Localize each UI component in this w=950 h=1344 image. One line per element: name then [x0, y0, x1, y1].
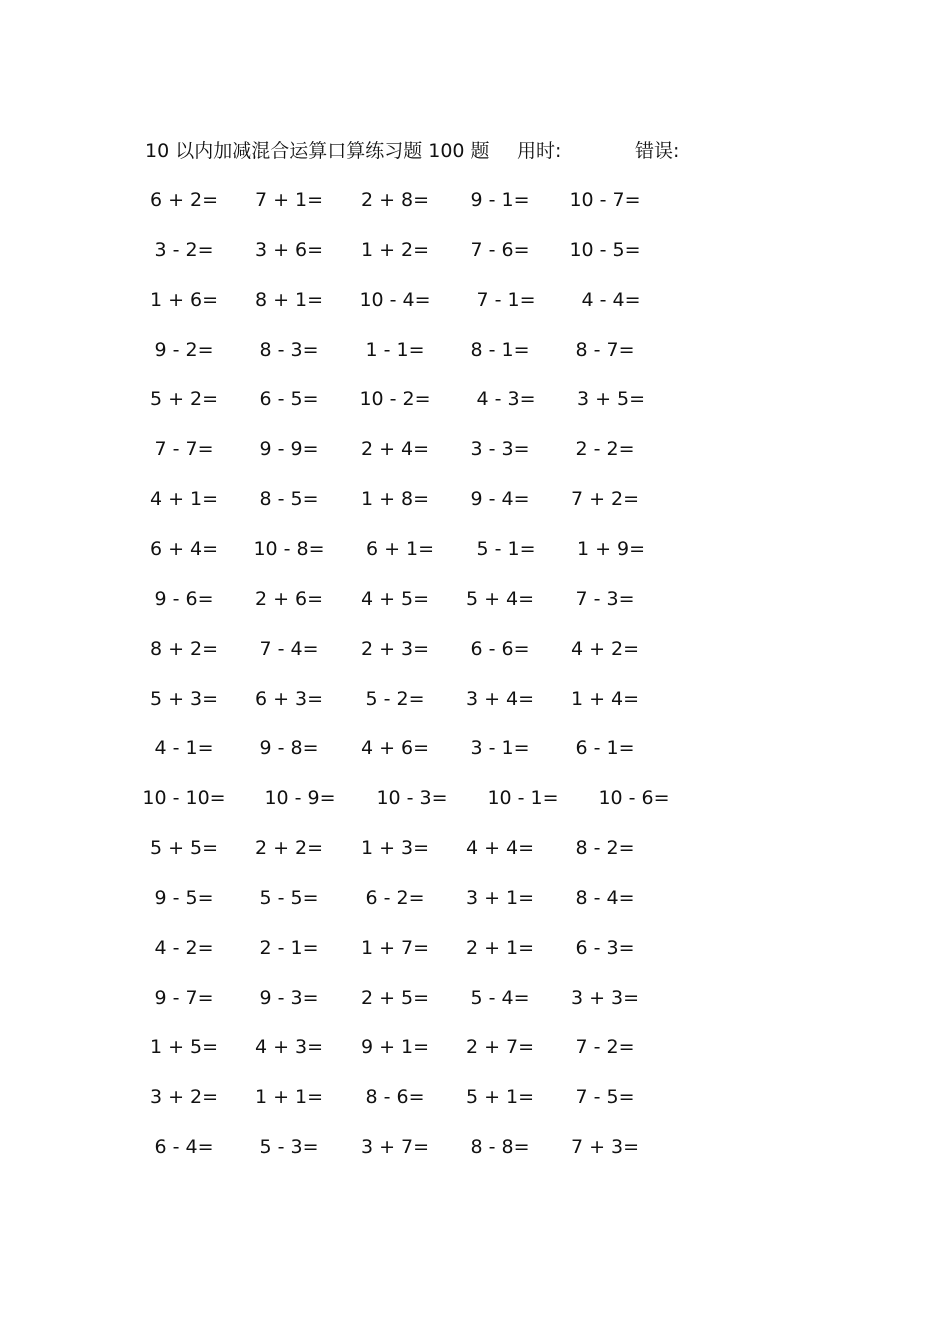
problem-item: 10 - 9= [264, 787, 336, 810]
problem-item: 1 + 4= [570, 687, 640, 710]
problem-item: 6 + 3= [254, 687, 324, 710]
problem-item: 4 + 2= [570, 637, 640, 660]
problem-row [0, 185, 950, 215]
problem-item: 3 + 4= [465, 687, 535, 710]
problem-row [0, 833, 950, 863]
problem-item: 3 - 1= [470, 737, 530, 760]
problem-item: 5 - 4= [470, 986, 530, 1009]
problem-row [0, 684, 950, 714]
problem-item: 1 + 6= [149, 288, 219, 311]
problem-item: 9 - 9= [259, 438, 319, 461]
problem-item: 9 - 1= [470, 189, 530, 211]
problem-item: 7 - 5= [575, 1086, 635, 1109]
problem-item: 2 + 7= [465, 1036, 535, 1059]
problem-item: 2 - 2= [575, 438, 635, 461]
problem-item: 4 + 4= [465, 837, 535, 860]
problem-item: 5 + 2= [149, 388, 219, 411]
problem-row [0, 783, 950, 813]
problem-item: 2 + 3= [360, 637, 430, 660]
problem-item: 5 - 1= [476, 537, 536, 560]
problem-item: 5 + 5= [149, 837, 219, 860]
problem-item: 6 - 6= [470, 637, 530, 660]
problem-item: 6 - 3= [575, 936, 635, 959]
problem-item: 8 - 7= [575, 338, 635, 361]
problem-item: 1 - 1= [365, 338, 425, 361]
problem-item: 6 + 4= [149, 537, 219, 560]
problem-item: 2 + 6= [254, 587, 324, 610]
problem-item: 4 - 3= [476, 388, 536, 411]
problem-item: 8 - 4= [575, 886, 635, 909]
problem-item: 5 + 3= [149, 687, 219, 710]
problem-row [0, 883, 950, 913]
problem-row [0, 1032, 950, 1062]
problem-item: 1 + 1= [254, 1086, 324, 1109]
problem-row [0, 584, 950, 614]
problem-item: 10 - 6= [598, 787, 670, 810]
problem-item: 9 - 7= [154, 986, 214, 1009]
problem-item: 9 - 2= [154, 338, 214, 361]
problem-item: 7 - 2= [575, 1036, 635, 1059]
problem-item: 10 - 1= [487, 787, 559, 810]
problem-row [0, 384, 950, 414]
problem-item: 8 + 1= [254, 288, 324, 311]
problem-item: 7 - 3= [575, 587, 635, 610]
problem-item: 2 - 1= [259, 936, 319, 959]
problem-item: 9 - 8= [259, 737, 319, 760]
problem-item: 9 - 6= [154, 587, 214, 610]
problem-row [0, 335, 950, 365]
problem-row [0, 235, 950, 265]
problem-item: 9 - 3= [259, 986, 319, 1009]
problem-item: 10 - 4= [359, 288, 431, 311]
problem-item: 10 - 5= [569, 238, 641, 261]
worksheet-header [145, 136, 845, 166]
problem-item: 8 - 5= [259, 488, 319, 511]
problem-item: 5 - 3= [259, 1136, 319, 1159]
problem-item: 10 - 2= [359, 388, 431, 411]
problem-item: 9 + 1= [360, 1036, 430, 1059]
problem-item: 10 - 7= [569, 189, 641, 211]
problem-item: 7 + 3= [570, 1136, 640, 1159]
problem-item: 8 - 3= [259, 338, 319, 361]
problem-item: 10 - 8= [253, 537, 325, 560]
problem-item: 1 + 3= [360, 837, 430, 860]
problem-item: 3 - 2= [154, 238, 214, 261]
problem-item: 6 - 1= [575, 737, 635, 760]
problem-item: 8 - 6= [365, 1086, 425, 1109]
problem-item: 4 + 1= [149, 488, 219, 511]
problem-item: 1 + 5= [149, 1036, 219, 1059]
problem-row [0, 983, 950, 1013]
problem-row [0, 933, 950, 963]
problem-item: 5 - 5= [259, 886, 319, 909]
problem-item: 1 + 8= [360, 488, 430, 511]
problem-item: 8 - 1= [470, 338, 530, 361]
time-used-label: 用时: [517, 140, 562, 162]
problem-row [0, 285, 950, 315]
problem-row [0, 634, 950, 664]
worksheet-title: 10 以内加减混合运算口算练习题 100 题 [145, 140, 490, 162]
problem-item: 8 - 8= [470, 1136, 530, 1159]
problem-row [0, 733, 950, 763]
problem-item: 7 - 4= [259, 637, 319, 660]
problem-item: 4 - 1= [154, 737, 214, 760]
problem-item: 8 - 2= [575, 837, 635, 860]
problem-item: 3 + 5= [576, 388, 646, 411]
problem-item: 2 + 4= [360, 438, 430, 461]
problem-item: 3 + 2= [149, 1086, 219, 1109]
problem-row [0, 1082, 950, 1112]
problem-item: 4 - 4= [581, 288, 641, 311]
problem-item: 6 + 2= [149, 189, 219, 211]
problem-item: 4 + 5= [360, 587, 430, 610]
problem-item: 1 + 7= [360, 936, 430, 959]
problem-item: 3 + 3= [570, 986, 640, 1009]
problem-item: 7 + 1= [254, 189, 324, 211]
problem-item: 9 - 5= [154, 886, 214, 909]
problem-item: 2 + 2= [254, 837, 324, 860]
problem-item: 10 - 10= [142, 787, 226, 810]
problem-item: 6 - 2= [365, 886, 425, 909]
problem-row [0, 1132, 950, 1162]
problem-item: 9 - 4= [470, 488, 530, 511]
problem-item: 5 + 4= [465, 587, 535, 610]
problem-item: 3 + 6= [254, 238, 324, 261]
problem-item: 5 + 1= [465, 1086, 535, 1109]
problem-item: 1 + 9= [576, 537, 646, 560]
problem-row [0, 484, 950, 514]
errors-label: 错误: [635, 140, 680, 162]
problem-item: 2 + 8= [360, 189, 430, 211]
problem-item: 3 + 1= [465, 886, 535, 909]
problem-item: 2 + 1= [465, 936, 535, 959]
problem-item: 6 + 1= [365, 537, 435, 560]
problem-item: 7 + 2= [570, 488, 640, 511]
problem-item: 6 - 5= [259, 388, 319, 411]
problem-item: 1 + 2= [360, 238, 430, 261]
problem-item: 10 - 3= [376, 787, 448, 810]
problem-item: 7 - 7= [154, 438, 214, 461]
problem-item: 6 - 4= [154, 1136, 214, 1159]
problem-item: 7 - 6= [470, 238, 530, 261]
problem-row [0, 534, 950, 564]
problem-item: 7 - 1= [476, 288, 536, 311]
problem-row [0, 434, 950, 464]
problem-item: 4 + 6= [360, 737, 430, 760]
problem-item: 8 + 2= [149, 637, 219, 660]
problem-item: 3 + 7= [360, 1136, 430, 1159]
problem-item: 4 + 3= [254, 1036, 324, 1059]
problem-item: 4 - 2= [154, 936, 214, 959]
problem-item: 2 + 5= [360, 986, 430, 1009]
problem-item: 3 - 3= [470, 438, 530, 461]
problem-item: 5 - 2= [365, 687, 425, 710]
